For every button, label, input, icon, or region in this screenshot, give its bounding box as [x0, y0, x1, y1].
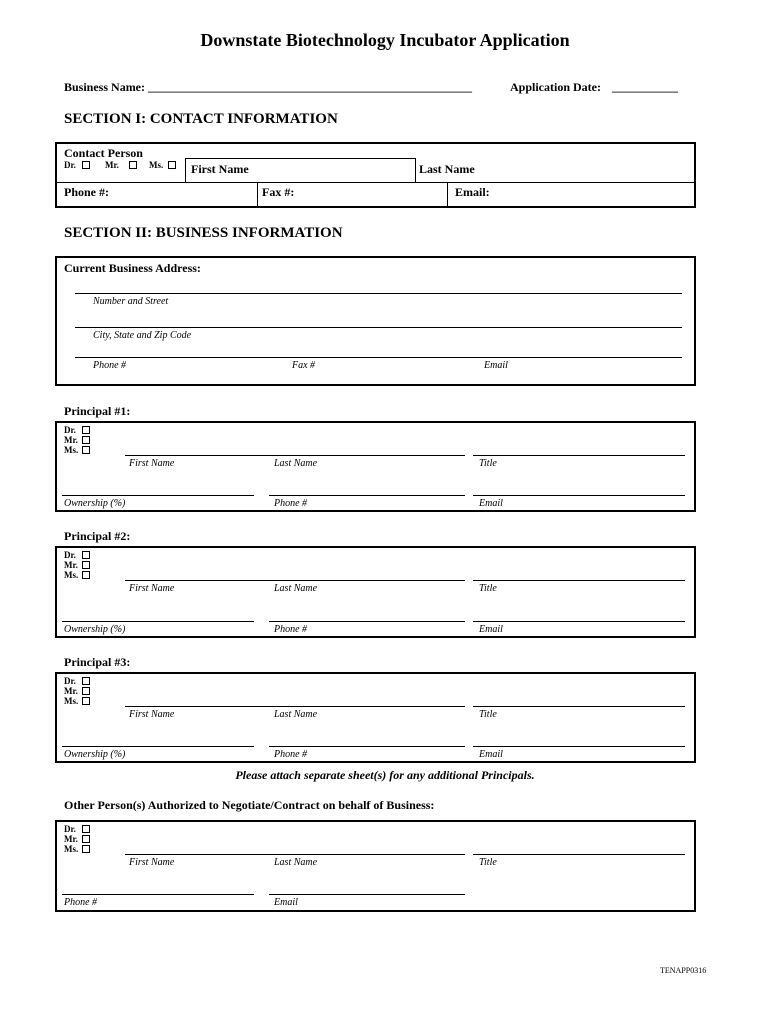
other-persons-heading: Other Person(s) Authorized to Negotiate/Contract on behalf of Business:: [64, 798, 435, 812]
principal-1-heading: Principal #1:: [64, 404, 131, 418]
contact-fax-label: Fax #:: [262, 185, 295, 199]
p3-ms-checkbox[interactable]: [82, 697, 90, 705]
business-name-label: Business Name: ______________________________________________________: [64, 80, 473, 94]
p3-email-label: Email: [479, 749, 503, 760]
city-label: City, State and Zip Code: [93, 330, 192, 341]
p2-first-name-line[interactable]: [125, 580, 281, 581]
contact-line[interactable]: [75, 357, 682, 358]
contact-email-label: Email:: [455, 185, 490, 199]
p2-last-name-label: Last Name: [274, 583, 318, 594]
p3-phone-label: Phone #: [274, 749, 308, 760]
op-dr-checkbox[interactable]: [82, 825, 90, 833]
contact-name-divider: [415, 158, 416, 182]
contact-row-divider: [57, 182, 694, 183]
op-ms-checkbox[interactable]: [82, 845, 90, 853]
p3-mr-checkbox[interactable]: [82, 687, 90, 695]
address-fax-label: Fax #: [292, 360, 316, 371]
op-title-label: Title: [479, 857, 497, 868]
p2-mr-checkbox[interactable]: [82, 561, 90, 569]
op-phone-line[interactable]: [62, 894, 254, 895]
p3-dr-label: Dr.: [64, 676, 76, 686]
p1-ms-checkbox[interactable]: [82, 446, 90, 454]
principal-2-box: [55, 546, 696, 638]
address-header: Current Business Address:: [64, 261, 201, 275]
p2-phone-label: Phone #: [274, 624, 308, 635]
p1-last-name-label: Last Name: [274, 458, 318, 469]
op-email-label: Email: [274, 897, 298, 908]
p3-title-line[interactable]: [473, 706, 685, 707]
op-email-line[interactable]: [269, 894, 465, 895]
p3-ms-label: Ms.: [64, 696, 79, 706]
street-line[interactable]: [75, 293, 682, 294]
op-mr-label: Mr.: [64, 834, 78, 844]
p1-ownership-line[interactable]: [62, 495, 254, 496]
p2-dr-label: Dr.: [64, 550, 76, 560]
p2-ownership-line[interactable]: [62, 621, 254, 622]
contact-dr-label: Dr.: [64, 160, 76, 170]
p2-dr-checkbox[interactable]: [82, 551, 90, 559]
op-ms-label: Ms.: [64, 844, 79, 854]
p3-ownership-label: Ownership (%): [64, 749, 126, 760]
contact-phone-label: Phone #:: [64, 185, 109, 199]
p3-first-name-label: First Name: [129, 709, 175, 720]
application-date-blank[interactable]: ___________: [612, 80, 678, 94]
p3-title-label: Title: [479, 709, 497, 720]
p2-first-name-label: First Name: [129, 583, 175, 594]
p3-ownership-line[interactable]: [62, 746, 254, 747]
p2-email-label: Email: [479, 624, 503, 635]
contact-mr-checkbox[interactable]: [129, 161, 137, 169]
op-first-name-label: First Name: [129, 857, 175, 868]
contact-ms-label: Ms.: [149, 160, 164, 170]
op-title-line[interactable]: [473, 854, 685, 855]
p2-title-line[interactable]: [473, 580, 685, 581]
contact-box: [55, 142, 696, 208]
contact-header: Contact Person: [64, 146, 143, 160]
op-first-name-line[interactable]: [125, 854, 281, 855]
p1-phone-label: Phone #: [274, 498, 308, 509]
p2-mr-label: Mr.: [64, 560, 78, 570]
p1-title-label: Title: [479, 458, 497, 469]
p3-dr-checkbox[interactable]: [82, 677, 90, 685]
p3-email-line[interactable]: [473, 746, 685, 747]
p1-mr-label: Mr.: [64, 435, 78, 445]
p1-dr-label: Dr.: [64, 425, 76, 435]
section2-title: SECTION II: BUSINESS INFORMATION: [64, 225, 343, 241]
contact-divider: [185, 158, 186, 182]
principal-3-box: [55, 672, 696, 763]
p1-first-name-line[interactable]: [125, 455, 281, 456]
p1-title-line[interactable]: [473, 455, 685, 456]
p2-ownership-label: Ownership (%): [64, 624, 126, 635]
page-title: Downstate Biotechnology Incubator Application: [200, 30, 570, 50]
p3-phone-line[interactable]: [269, 746, 465, 747]
p1-mr-checkbox[interactable]: [82, 436, 90, 444]
address-email-label: Email: [484, 360, 508, 371]
attach-note: Please attach separate sheet(s) for any additional Principals.: [235, 768, 535, 782]
section1-title: SECTION I: CONTACT INFORMATION: [64, 111, 338, 127]
op-dr-label: Dr.: [64, 824, 76, 834]
p1-email-line[interactable]: [473, 495, 685, 496]
p1-email-label: Email: [479, 498, 503, 509]
p2-last-name-line[interactable]: [269, 580, 465, 581]
p3-last-name-line[interactable]: [269, 706, 465, 707]
contact-last-name-label: Last Name: [419, 162, 475, 176]
street-label: Number and Street: [93, 296, 169, 307]
op-phone-label: Phone #: [64, 897, 98, 908]
form-code: TENAPP0316: [660, 966, 707, 975]
other-persons-box: [55, 820, 696, 912]
p1-ms-label: Ms.: [64, 445, 79, 455]
op-last-name-label: Last Name: [274, 857, 318, 868]
p3-last-name-label: Last Name: [274, 709, 318, 720]
p3-first-name-line[interactable]: [125, 706, 281, 707]
op-last-name-line[interactable]: [269, 854, 465, 855]
p2-email-line[interactable]: [473, 621, 685, 622]
address-phone-label: Phone #: [93, 360, 127, 371]
p2-ms-label: Ms.: [64, 570, 79, 580]
p1-phone-line[interactable]: [269, 495, 465, 496]
p2-phone-line[interactable]: [269, 621, 465, 622]
contact-mr-label: Mr.: [105, 160, 119, 170]
p1-ownership-label: Ownership (%): [64, 498, 126, 509]
p3-mr-label: Mr.: [64, 686, 78, 696]
contact-ms-checkbox[interactable]: [168, 161, 176, 169]
contact-dr-checkbox[interactable]: [82, 161, 90, 169]
p1-dr-checkbox[interactable]: [82, 426, 90, 434]
principal-3-heading: Principal #3:: [64, 655, 131, 669]
op-mr-checkbox[interactable]: [82, 835, 90, 843]
contact-first-name-label: First Name: [191, 162, 249, 176]
principal-1-box: [55, 421, 696, 512]
contact-name-top-line: [185, 158, 415, 159]
p1-first-name-label: First Name: [129, 458, 175, 469]
p1-last-name-line[interactable]: [269, 455, 465, 456]
p2-title-label: Title: [479, 583, 497, 594]
city-line[interactable]: [75, 327, 682, 328]
application-date-label: Application Date:: [510, 80, 601, 94]
address-box: [55, 256, 696, 386]
p2-ms-checkbox[interactable]: [82, 571, 90, 579]
principal-2-heading: Principal #2:: [64, 529, 131, 543]
